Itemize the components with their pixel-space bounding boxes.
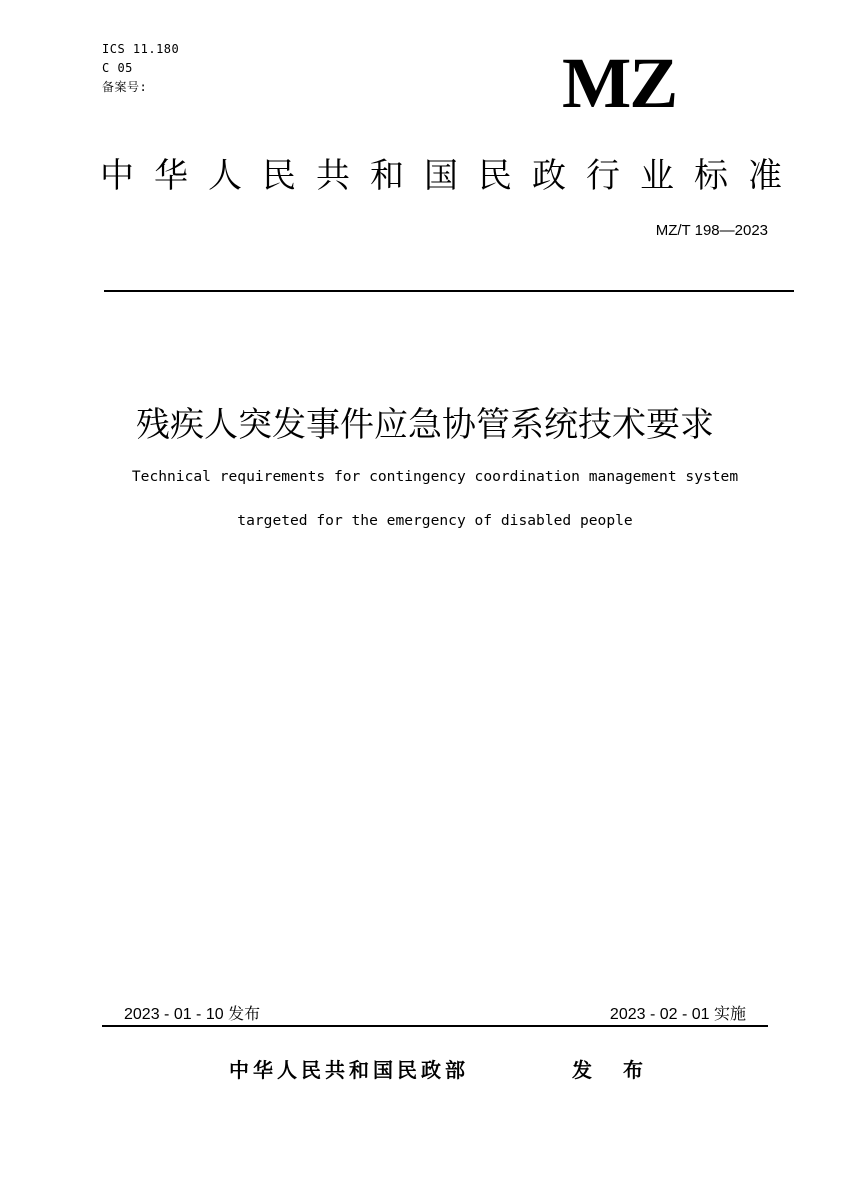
issue-date: 2023 - 01 - 10 发布 [124,1006,261,1023]
document-title-english-line1: Technical requirements for contingency coordination management system [131,468,739,485]
document-title-chinese: 残疾人突发事件应急协管系统技术要求 [136,405,714,445]
implementation-date: 2023 - 02 - 01 实施 [609,1006,746,1023]
standard-type-title: 中华人民共和国民政行业标准 [100,156,802,196]
mz-logo: MZ [562,43,677,123]
top-divider [104,290,794,292]
classification-block [102,40,179,97]
ics-code: ICS 11.180 [102,42,180,56]
record-number-label: 备案号: [102,80,148,94]
ccs-code: C 05 [102,61,133,75]
document-title-english-line2: targeted for the emergency of disabled people [237,512,633,529]
standard-number: MZ/T 198—2023 [655,222,768,239]
bottom-divider [102,1025,768,1027]
publisher-name: 中华人民共和国民政部 [229,1058,469,1082]
publish-label: 发 布 [572,1058,655,1082]
